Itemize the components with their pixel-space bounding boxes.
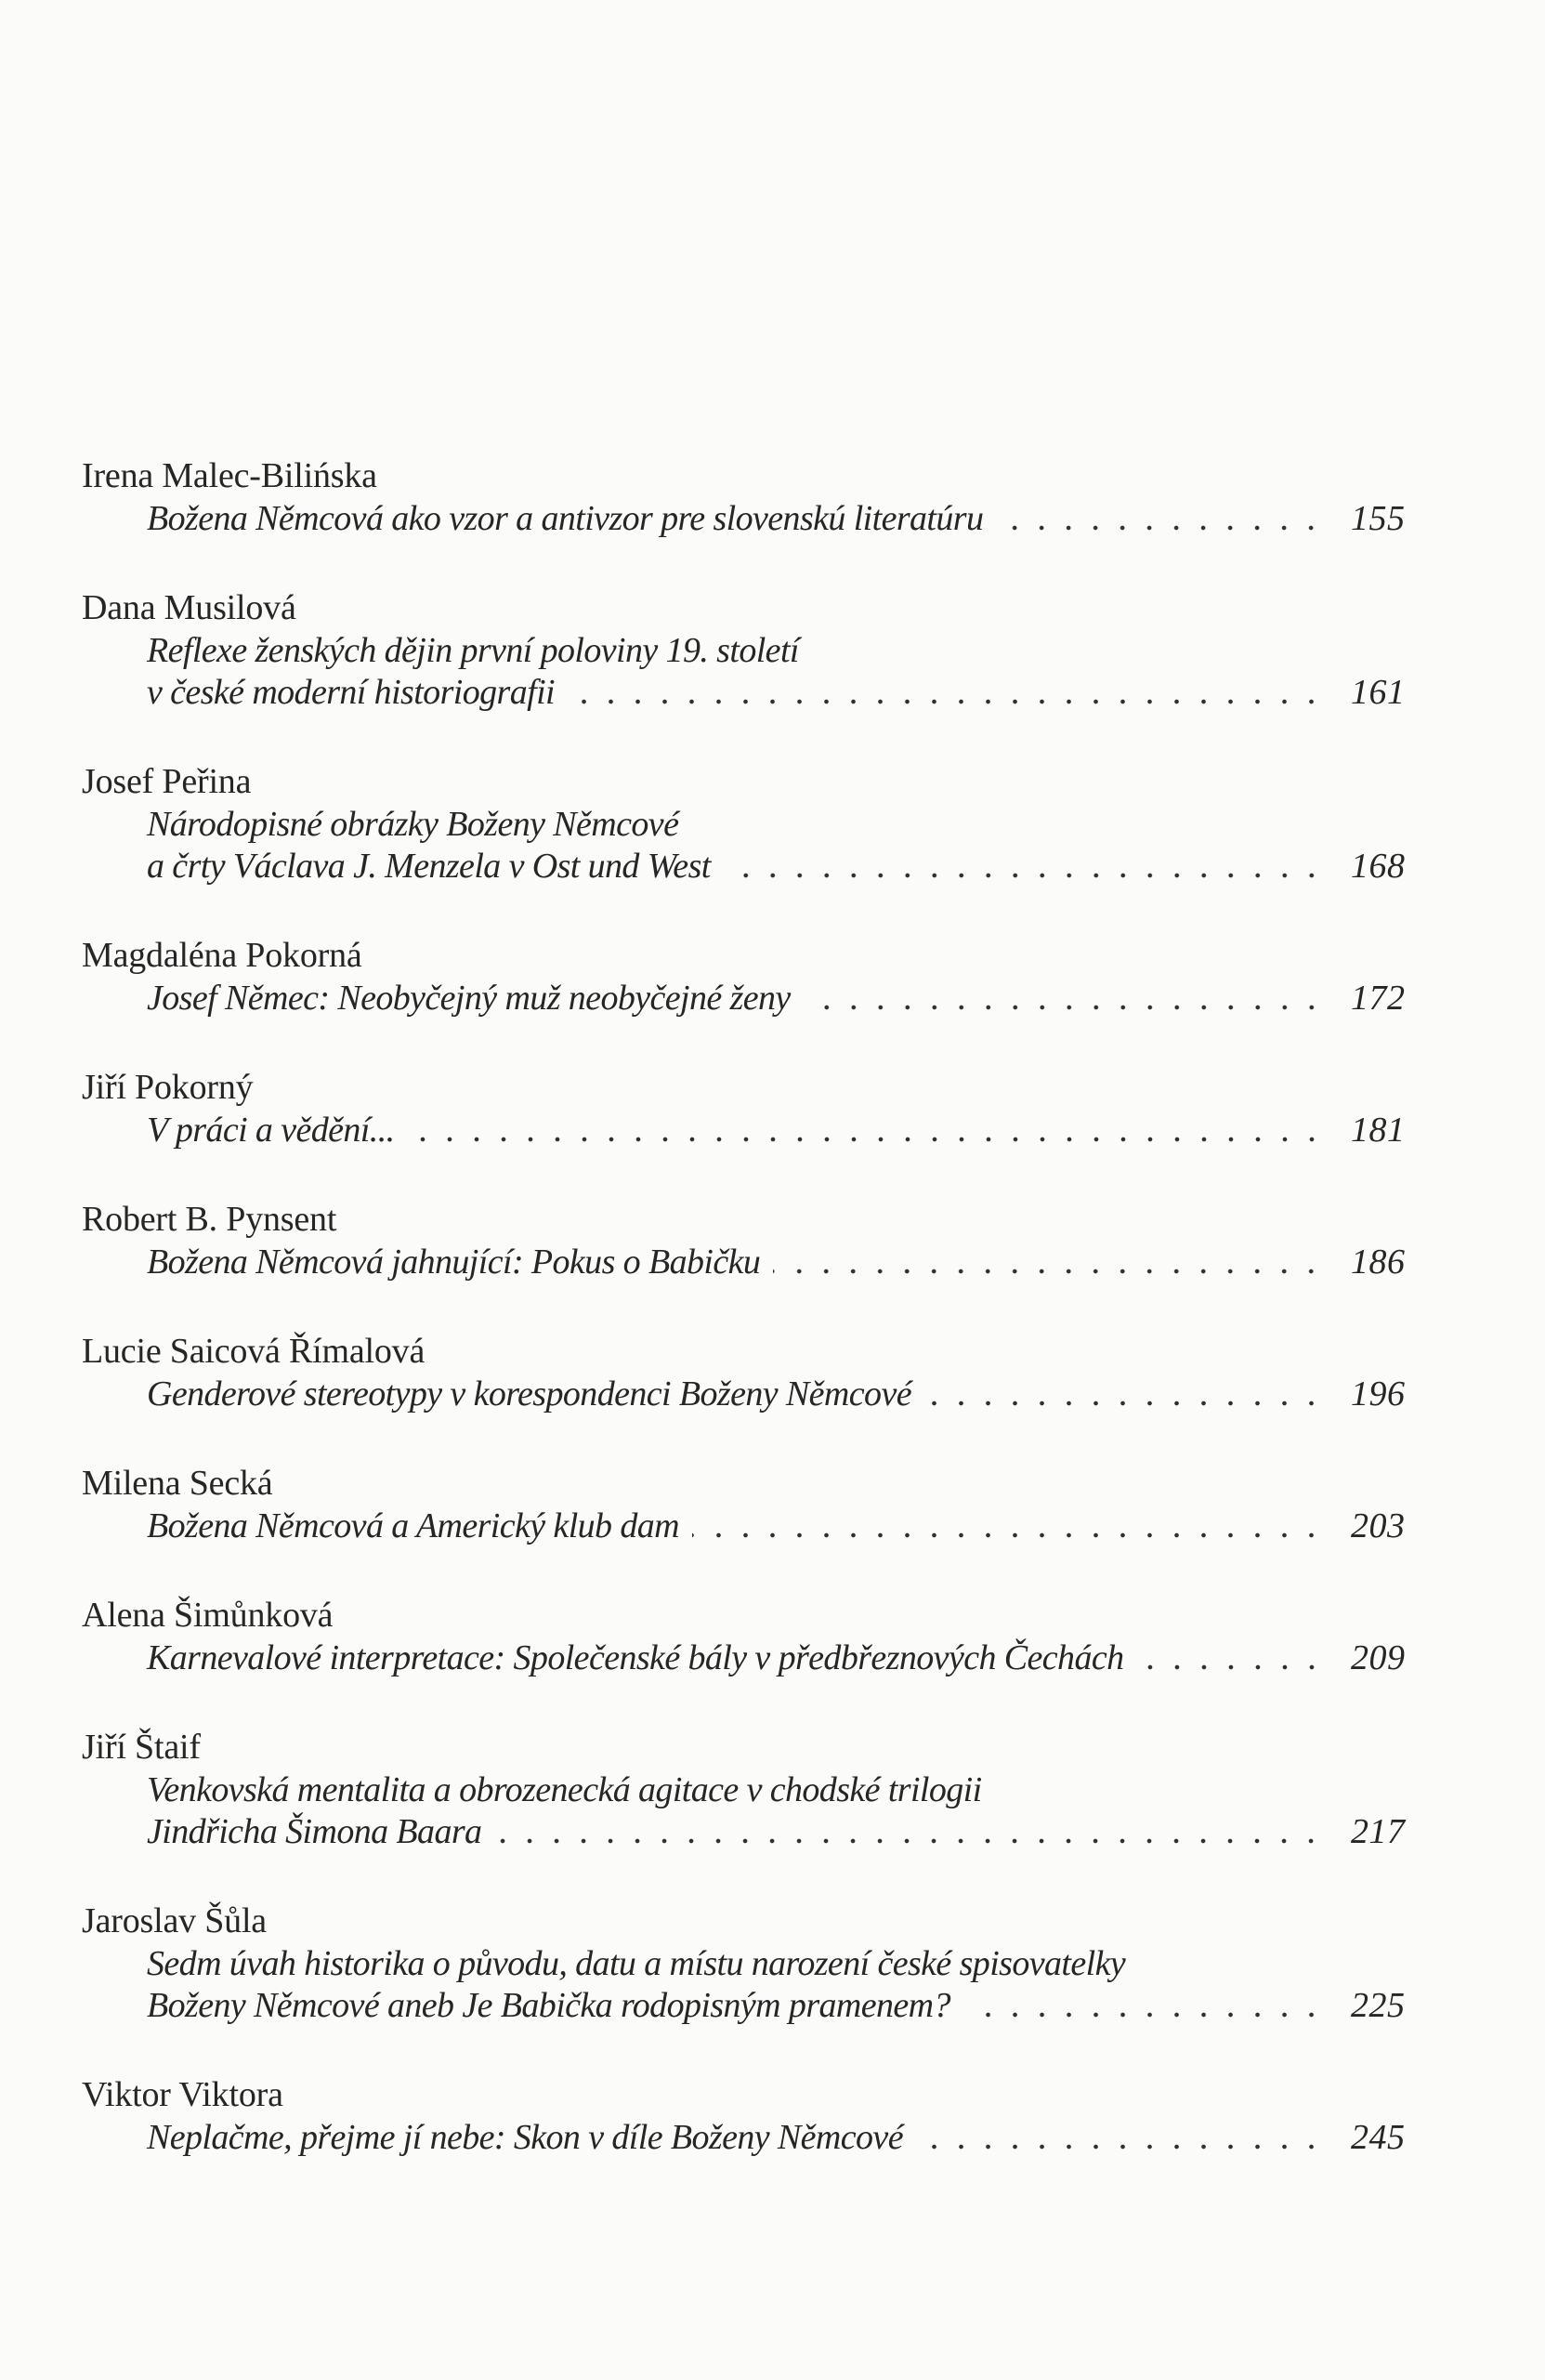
entry-title: Neplačme, přejme jí nebe: Skon v díle Boženy Němcové [147, 2118, 903, 2157]
entry-title-line [147, 804, 1405, 846]
entry-title-line [147, 1374, 1405, 1415]
entry-title-line [147, 498, 1405, 540]
entry-author: Dana Musilová [82, 588, 296, 627]
entry-title-line [147, 978, 1405, 1019]
toc-entry [82, 934, 1405, 1019]
table-of-contents [82, 454, 1405, 2205]
entry-title-line [147, 1769, 1405, 1811]
dot-leader [568, 672, 1325, 714]
entry-author: Jiří Pokorný [82, 1068, 254, 1107]
entry-author: Josef Peřina [82, 762, 252, 801]
entry-author: Viktor Viktora [82, 2075, 283, 2114]
dot-leader [963, 1985, 1325, 2027]
page-number: 168 [1351, 847, 1406, 886]
entry-author: Jiří Štaif [82, 1728, 201, 1767]
page-number: 217 [1351, 1812, 1406, 1851]
entry-title: Sedm úvah historika o původu, datu a místu narození české spisovatelky [147, 1944, 1126, 1983]
entry-author: Alena Šimůnková [82, 1596, 334, 1635]
toc-entry [82, 1726, 1405, 1853]
dot-leader [692, 1506, 1325, 1547]
entry-title: V práci a vědění... [147, 1111, 395, 1150]
entry-title: Božena Němcová a Americký klub dam [147, 1506, 679, 1545]
entry-title: Boženy Němcové aneb Je Babička rodopisným pramenem? [147, 1986, 950, 2025]
page-number: 209 [1351, 1638, 1406, 1677]
toc-entry [82, 1462, 1405, 1547]
entry-title-line [147, 672, 1405, 714]
entry-title-line [147, 846, 1405, 888]
dot-leader [996, 498, 1325, 540]
entry-title: Josef Němec: Neobyčejný muž neobyčejné ženy [147, 979, 791, 1018]
dot-leader [408, 1110, 1326, 1151]
entry-title-line [147, 1985, 1405, 2027]
entry-title: Reflexe ženských dějin první poloviny 19. století [147, 631, 799, 670]
entry-title: Božena Němcová ako vzor a antivzor pre slovenskú literatúru [147, 499, 984, 538]
toc-entry [82, 2073, 1405, 2159]
toc-entry [82, 760, 1405, 888]
toc-entry [82, 1594, 1405, 1679]
page-number: 172 [1351, 979, 1406, 1018]
entry-title: a črty Václava J. Menzela v Ost und West [147, 847, 711, 886]
entry-title: Jindřicha Šimona Baara [147, 1812, 482, 1851]
toc-entry [82, 1066, 1405, 1151]
toc-entry [82, 454, 1405, 540]
page-number: 203 [1351, 1506, 1406, 1545]
entry-title-line [147, 630, 1405, 672]
entry-title: Karnevalové interpretace: Společenské bály v předbřeznových Čechách [147, 1638, 1124, 1677]
page-number: 181 [1351, 1111, 1406, 1150]
entry-title: v české moderní historiografii [147, 673, 555, 712]
entry-title-line [147, 1110, 1405, 1151]
entry-title-line [147, 2117, 1405, 2159]
entry-author: Irena Malec-Bilińska [82, 456, 377, 495]
dot-leader [724, 846, 1325, 888]
entry-author: Milena Secká [82, 1464, 273, 1503]
dot-leader [916, 2117, 1325, 2159]
page-number: 155 [1351, 499, 1406, 538]
page-number: 225 [1351, 1986, 1406, 2025]
page-number: 245 [1351, 2118, 1406, 2157]
entry-title-line [147, 1811, 1405, 1853]
entry-author: Lucie Saicová Římalová [82, 1332, 426, 1371]
dot-leader [773, 1242, 1325, 1283]
toc-entry [82, 586, 1405, 714]
entry-title-line [147, 1506, 1405, 1547]
entry-title-line [147, 1943, 1405, 1985]
entry-title: Genderové stereotypy v korespondenci Boženy Němcové [147, 1374, 911, 1414]
page-number: 161 [1351, 673, 1406, 712]
entry-title: Božena Němcová jahnující: Pokus o Babičku [147, 1243, 761, 1282]
toc-entry [82, 1900, 1405, 2027]
entry-author: Jaroslav Šůla [82, 1901, 267, 1940]
entry-author: Robert B. Pynsent [82, 1200, 337, 1239]
dot-leader [804, 978, 1325, 1019]
dot-leader [494, 1811, 1325, 1853]
entry-title: Národopisné obrázky Boženy Němcové [147, 805, 679, 844]
page-number: 196 [1351, 1374, 1406, 1414]
dot-leader [924, 1374, 1325, 1415]
entry-author: Magdaléna Pokorná [82, 936, 362, 975]
toc-entry [82, 1198, 1405, 1283]
entry-title-line [147, 1637, 1405, 1679]
entry-title: Venkovská mentalita a obrozenecká agitace v chodské trilogii [147, 1770, 982, 1809]
entry-title-line [147, 1242, 1405, 1283]
page-number: 186 [1351, 1243, 1406, 1282]
toc-entry [82, 1330, 1405, 1415]
dot-leader [1137, 1637, 1325, 1679]
